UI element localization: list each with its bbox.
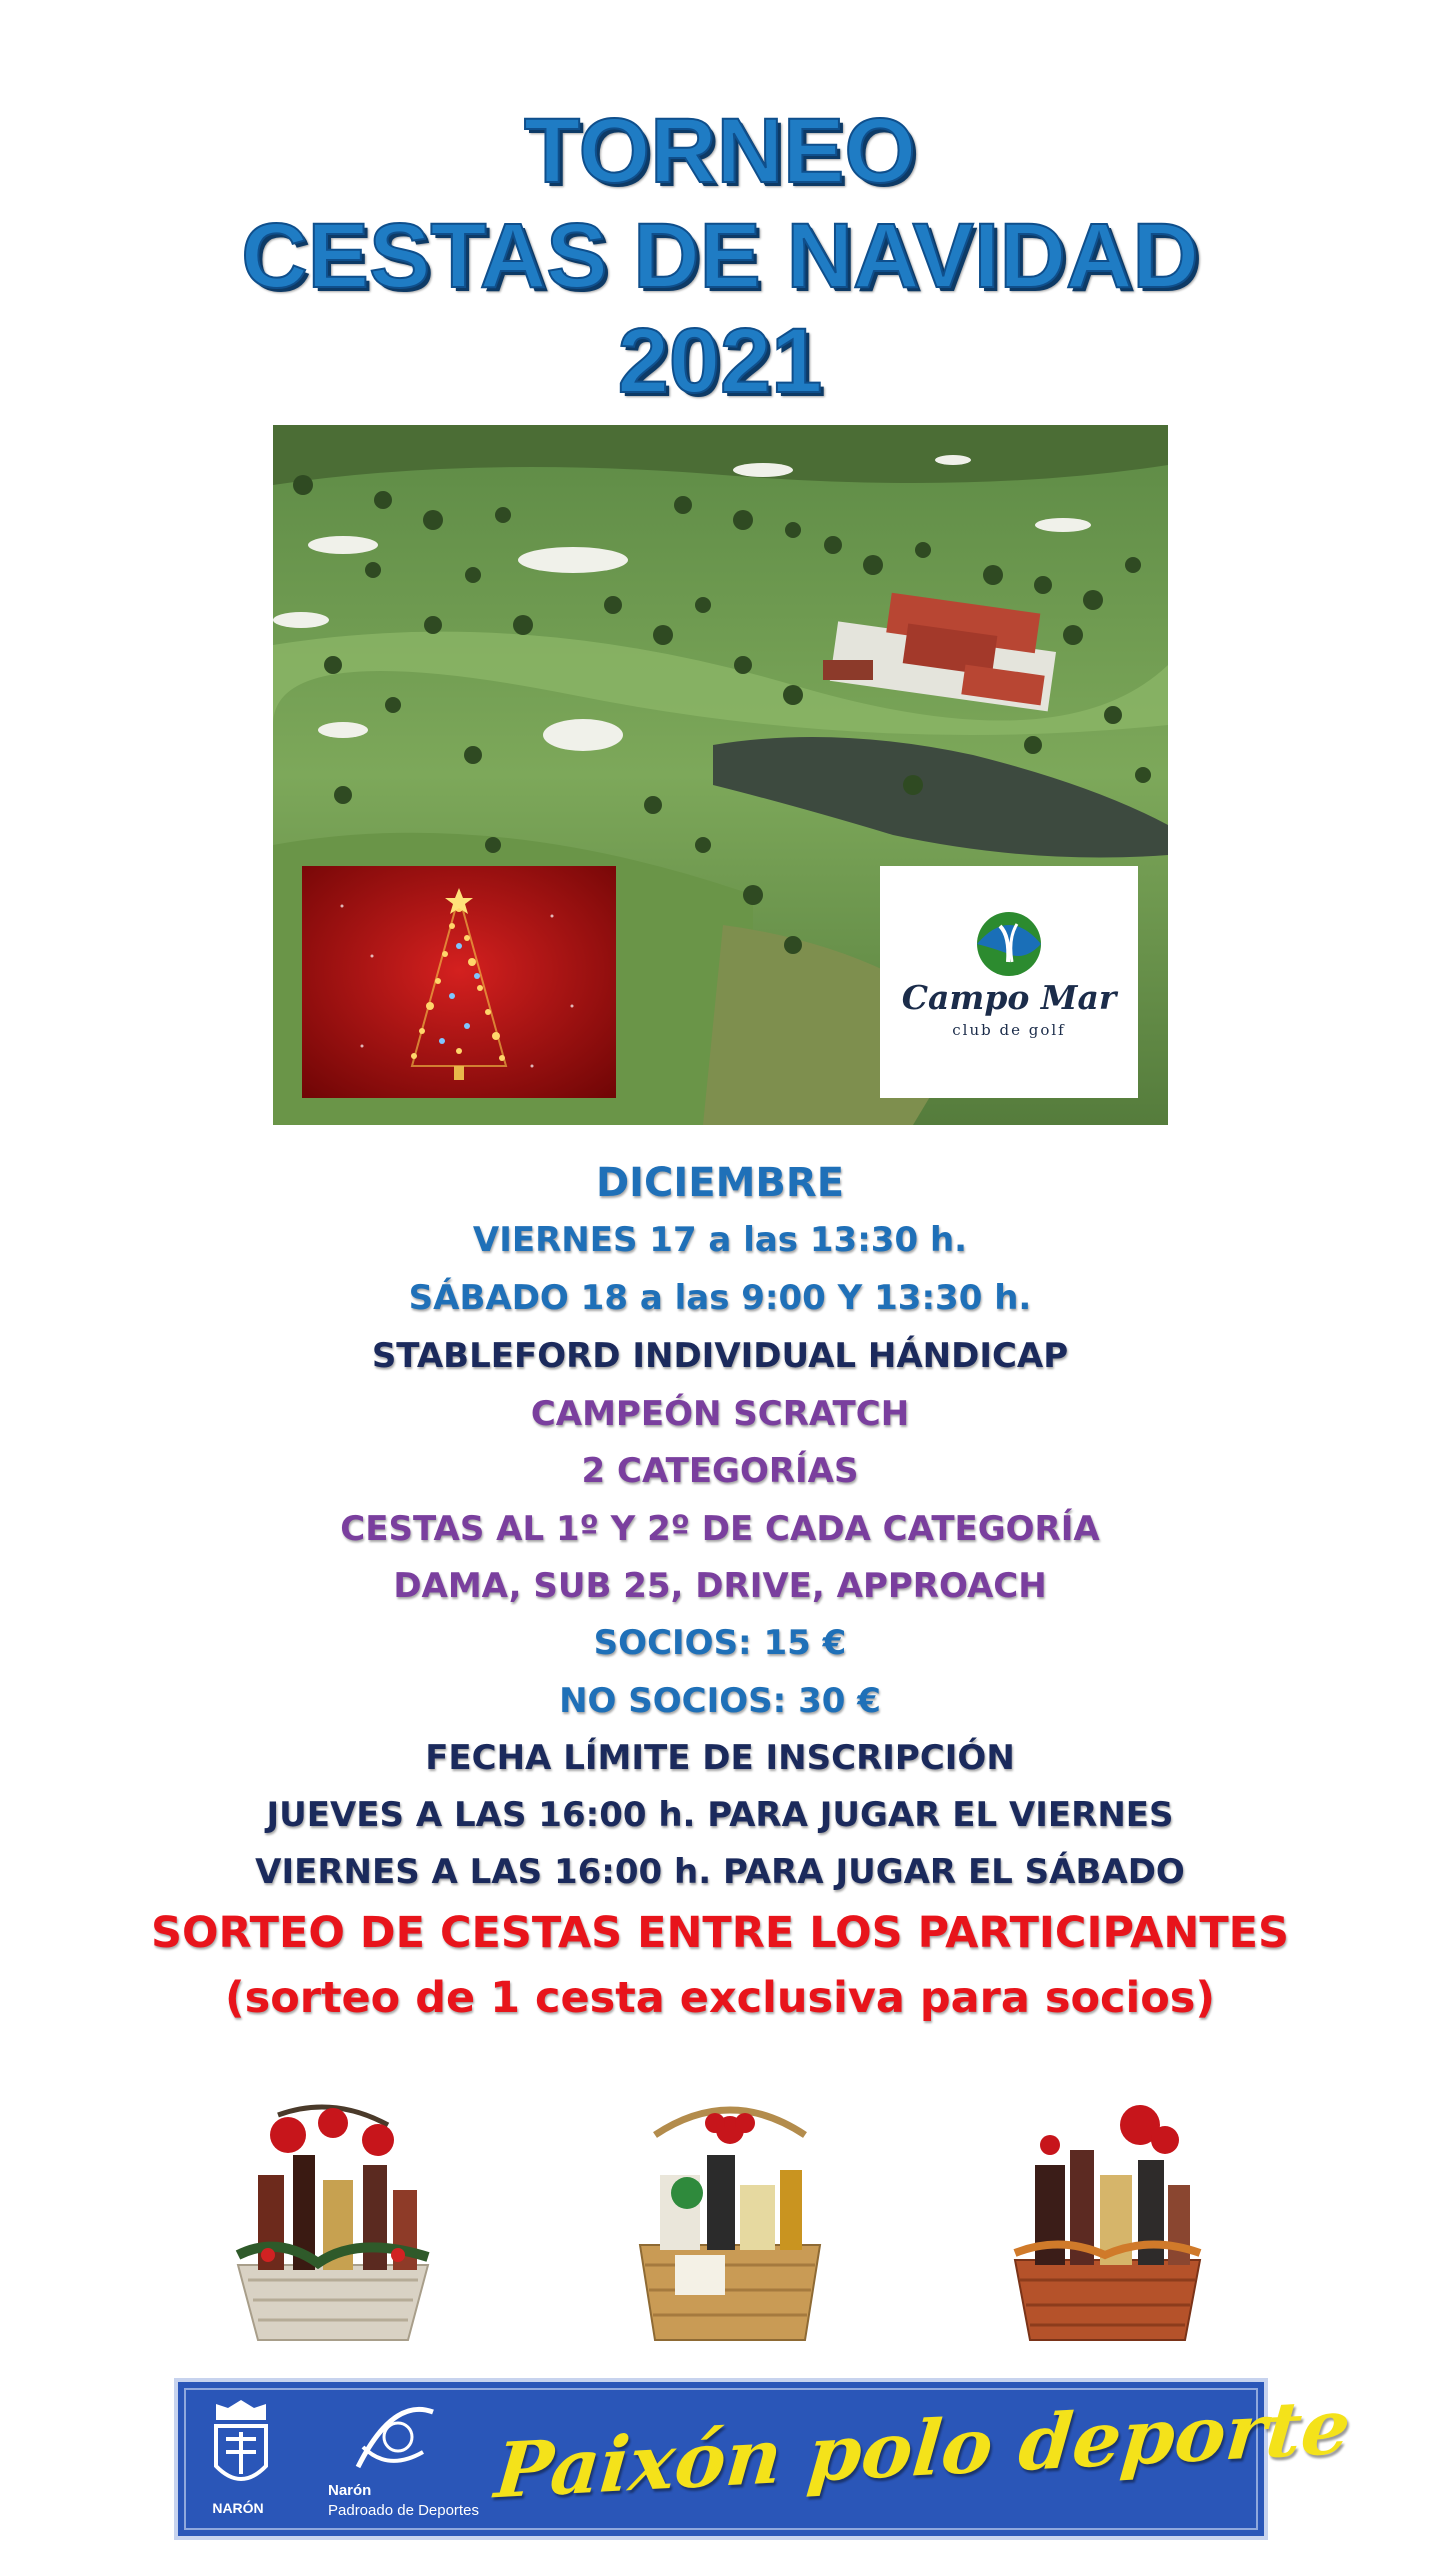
gift-basket-image bbox=[990, 2095, 1220, 2355]
format-text: STABLEFORD INDIVIDUAL HÁNDICAP bbox=[371, 1336, 1069, 1376]
prizes-text: CESTAS AL 1º Y 2º DE CADA CATEGORÍA bbox=[340, 1509, 1100, 1549]
gift-baskets-row bbox=[0, 2095, 1440, 2365]
raffle-text: SORTEO DE CESTAS ENTRE LOS PARTICIPANTES bbox=[150, 1908, 1289, 1958]
non-members-fee-text: NO SOCIOS: 30 € bbox=[559, 1681, 881, 1721]
champion-text: CAMPEÓN SCRATCH bbox=[530, 1394, 910, 1434]
padroado-subtitle: Padroado de Deportes bbox=[328, 2502, 479, 2519]
deadline-friday-text: JUEVES A LAS 16:00 h. PARA JUGAR EL VIERNES bbox=[266, 1795, 1174, 1835]
friday-schedule: VIERNES 17 a las 13:30 h. bbox=[472, 1220, 968, 1260]
month-heading: DICIEMBRE bbox=[595, 1160, 845, 1206]
naron-coat-of-arms-icon bbox=[196, 2394, 286, 2504]
campo-mar-logo-subtitle: club de golf bbox=[952, 1021, 1066, 1039]
title-line-cestas-de-navidad: CESTAS DE NAVIDAD bbox=[241, 205, 1199, 307]
sponsor-banner bbox=[174, 2378, 1355, 2540]
gift-basket-image bbox=[615, 2095, 845, 2355]
members-fee-text: SOCIOS: 15 € bbox=[593, 1623, 847, 1663]
gift-basket-image bbox=[218, 2095, 448, 2355]
padroado-deportes-logo-icon bbox=[338, 2392, 448, 2482]
campo-mar-logo bbox=[880, 866, 1138, 1098]
saturday-schedule: SÁBADO 18 a las 9:00 Y 13:30 h. bbox=[408, 1278, 1032, 1318]
deadline-saturday-text: VIERNES A LAS 16:00 h. PARA JUGAR EL SÁBADO bbox=[255, 1852, 1185, 1892]
naron-label: NARÓN bbox=[212, 2500, 264, 2516]
raffle-note-text: (sorteo de 1 cesta exclusiva para socios) bbox=[224, 1973, 1216, 2023]
title-line-torneo: TORNEO bbox=[524, 100, 916, 202]
categories-text: 2 CATEGORÍAS bbox=[581, 1451, 859, 1491]
christmas-tree-image bbox=[302, 866, 616, 1098]
padroado-name: Narón bbox=[328, 2482, 372, 2499]
campo-mar-logo-name: Campo Mar bbox=[901, 978, 1117, 1017]
slogan-text: Paixón polo deporte bbox=[491, 2381, 1355, 2516]
special-prizes-text: DAMA, SUB 25, DRIVE, APPROACH bbox=[393, 1566, 1047, 1606]
deadline-title: FECHA LÍMITE DE INSCRIPCIÓN bbox=[425, 1738, 1015, 1778]
title-line-year: 2021 bbox=[617, 310, 823, 412]
